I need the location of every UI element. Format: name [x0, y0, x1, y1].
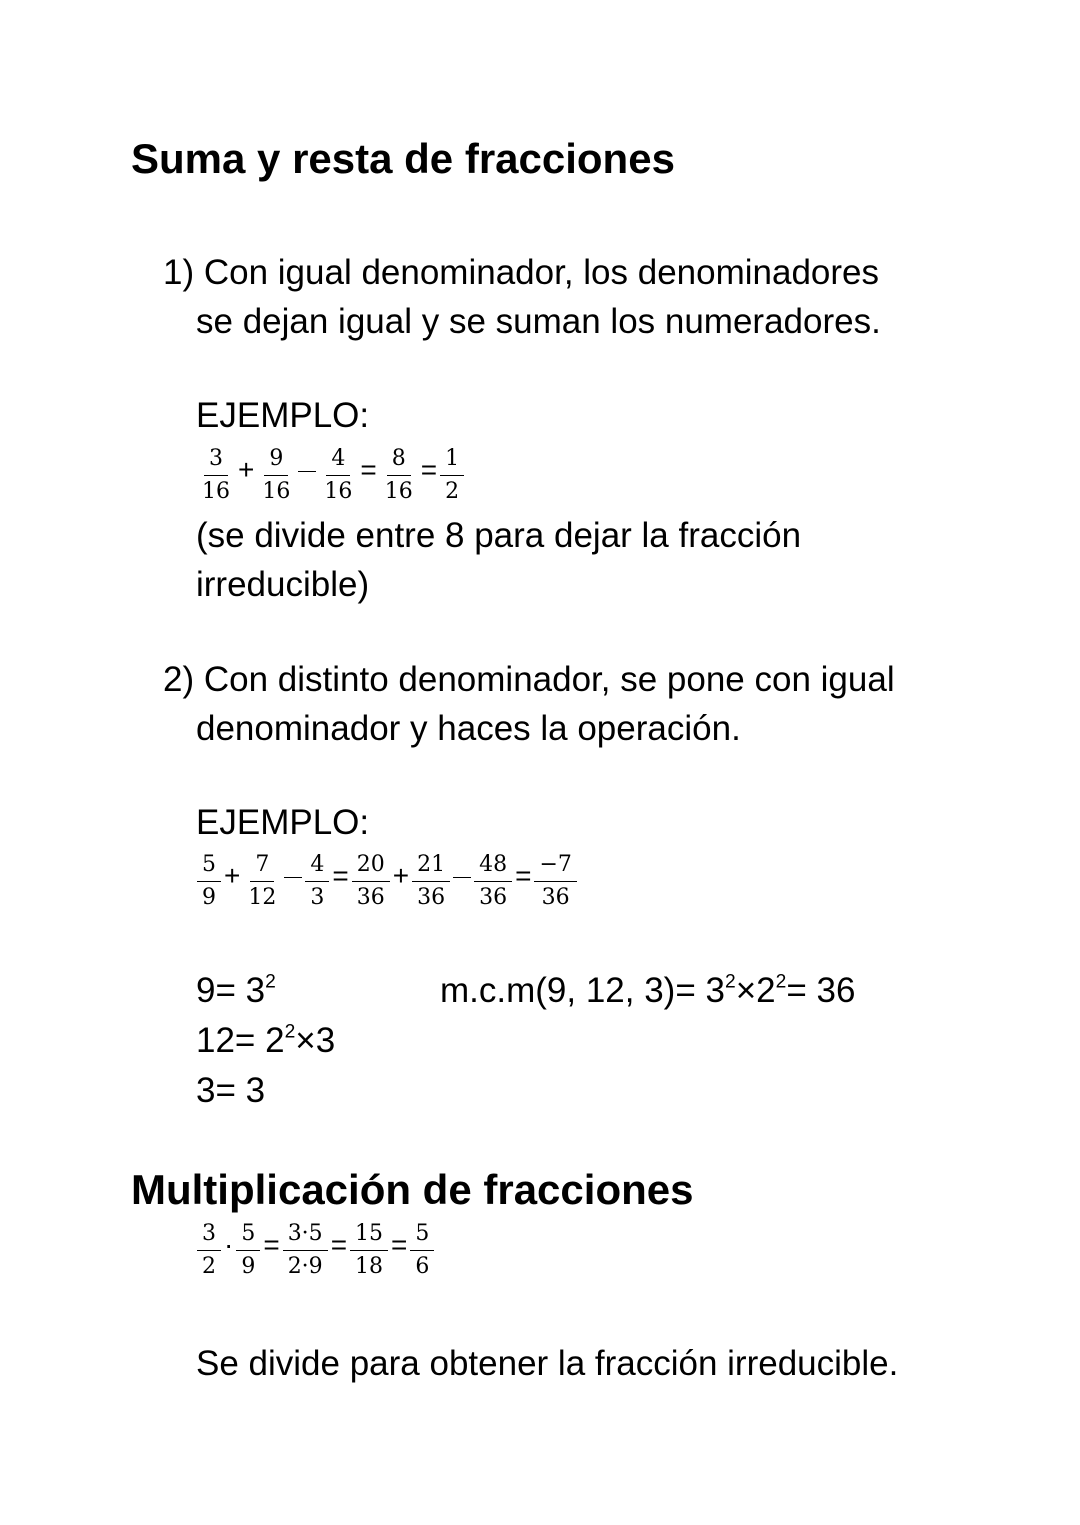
ex1-minus-sign-3 — [298, 471, 316, 472]
rule-1-line-1: 1) Con igual denominador, los denominadores — [163, 253, 880, 292]
ex2-operator-5: = — [332, 859, 349, 891]
rule-1-line-2: se dejan igual y se suman los numeradores. — [196, 302, 881, 341]
ex1-fraction-6 — [380, 448, 418, 503]
ex2-numerator-4: 4 — [305, 854, 329, 882]
ex2-numerator-12: −7 — [534, 854, 576, 882]
ex1-denominator-6: 16 — [384, 479, 413, 504]
mult-denominator-2: 9 — [241, 1254, 256, 1279]
mult-fraction-4 — [283, 1223, 328, 1278]
ex2-operator-9 — [453, 868, 471, 896]
mult-operator-3: = — [263, 1228, 280, 1260]
ex2-fraction-6 — [352, 854, 390, 909]
ex2-denominator-2: 12 — [248, 885, 277, 910]
mult-fraction-2 — [236, 1223, 260, 1278]
ex2-numerator-6: 20 — [352, 854, 390, 882]
ex2-numerator-2: 7 — [250, 854, 274, 882]
example-1-expression — [196, 448, 465, 503]
ex1-denominator-4: 16 — [324, 479, 353, 504]
ex2-numerator-10: 48 — [474, 854, 512, 882]
ex2-minus-sign-9 — [453, 877, 471, 878]
mult-denominator-4: 2·9 — [287, 1254, 323, 1279]
ex2-operator-1: + — [224, 859, 241, 891]
mult-numerator-4: 3·5 — [283, 1223, 328, 1251]
mult-operator-1: · — [224, 1228, 234, 1260]
ex2-fraction-10 — [474, 854, 512, 909]
ex2-operator-7: + — [392, 859, 410, 891]
ex1-numerator-0: 3 — [204, 448, 228, 476]
ex1-fraction-8 — [440, 448, 464, 503]
mult-denominator-6: 18 — [355, 1254, 384, 1279]
mult-operator-5: = — [330, 1228, 348, 1260]
rule-2 — [163, 655, 895, 753]
example-1-label: EJEMPLO: — [196, 396, 370, 435]
example-2-label: EJEMPLO: — [196, 803, 370, 842]
factorization-9: $9= 3^2$ — [196, 971, 276, 1010]
ex1-fraction-0 — [197, 448, 235, 503]
ex2-denominator-10: 36 — [479, 885, 508, 910]
ex1-denominator-0: 16 — [202, 479, 230, 504]
mult-denominator-8: 6 — [415, 1254, 430, 1279]
example-2-expression — [196, 854, 578, 909]
ex1-fraction-2 — [257, 448, 295, 503]
ex2-fraction-4 — [305, 854, 329, 909]
ex1-numerator-8: 1 — [440, 448, 464, 476]
mult-operator-7: = — [391, 1228, 408, 1260]
mult-fraction-8 — [410, 1223, 434, 1278]
ex1-numerator-6: 8 — [387, 448, 411, 476]
ex2-minus-sign-3 — [284, 877, 302, 878]
ex1-denominator-8: 2 — [445, 479, 460, 504]
multiplication-expression — [196, 1223, 435, 1278]
ex2-denominator-0: 9 — [202, 885, 216, 910]
ex2-numerator-0: 5 — [197, 854, 221, 882]
mult-numerator-0: 3 — [197, 1223, 221, 1251]
rule-1 — [163, 248, 881, 346]
rule-2-line-1: 2) Con distinto denominador, se pone con igual — [163, 660, 895, 699]
section-title-multiplicacion: Multiplicación de fracciones — [131, 1166, 694, 1213]
example-1-note — [196, 511, 801, 609]
mult-numerator-6: 15 — [350, 1223, 388, 1251]
mult-fraction-6 — [350, 1223, 388, 1278]
ex1-operator-3 — [298, 462, 316, 490]
ex1-operator-1: + — [238, 453, 255, 485]
ex1-numerator-2: 9 — [264, 448, 288, 476]
mult-denominator-0: 2 — [202, 1254, 216, 1279]
ex1-denominator-2: 16 — [262, 479, 291, 504]
mult-numerator-8: 5 — [410, 1223, 434, 1251]
ex1-fraction-4 — [319, 448, 357, 503]
ex2-denominator-12: 36 — [541, 885, 570, 910]
rule-2-line-2: denominador y haces la operación. — [196, 709, 741, 748]
section-title-suma-resta: Suma y resta de fracciones — [131, 135, 675, 182]
ex2-numerator-8: 21 — [412, 854, 450, 882]
ex2-fraction-12 — [534, 854, 576, 909]
ex1-numerator-4: 4 — [326, 448, 350, 476]
ex2-denominator-6: 36 — [356, 885, 385, 910]
factorization-3: 3= 3 — [196, 1071, 266, 1110]
example-1-note-line-1: (se divide entre 8 para dejar la fracción — [196, 516, 802, 555]
factorization-12: $12= 2^2\times 3$ — [196, 1021, 336, 1060]
least-common-multiple: m.c.m(9, 12, $3)= 3^2\times 2^2= 36$ — [440, 971, 856, 1010]
multiplication-note: Se divide para obtener la fracción irreducible. — [196, 1344, 899, 1383]
mult-fraction-0 — [197, 1223, 221, 1278]
ex2-denominator-4: 3 — [310, 885, 325, 910]
ex2-fraction-2 — [243, 854, 281, 909]
ex1-operator-7: = — [420, 453, 438, 485]
ex2-denominator-8: 36 — [417, 885, 446, 910]
mult-numerator-2: 5 — [236, 1223, 260, 1251]
ex2-fraction-0 — [197, 854, 221, 909]
ex2-operator-11: = — [515, 859, 532, 891]
ex1-operator-5: = — [360, 453, 377, 485]
ex2-operator-3 — [284, 868, 302, 896]
ex2-fraction-8 — [412, 854, 450, 909]
example-1-note-line-2: irreducible) — [196, 565, 370, 604]
